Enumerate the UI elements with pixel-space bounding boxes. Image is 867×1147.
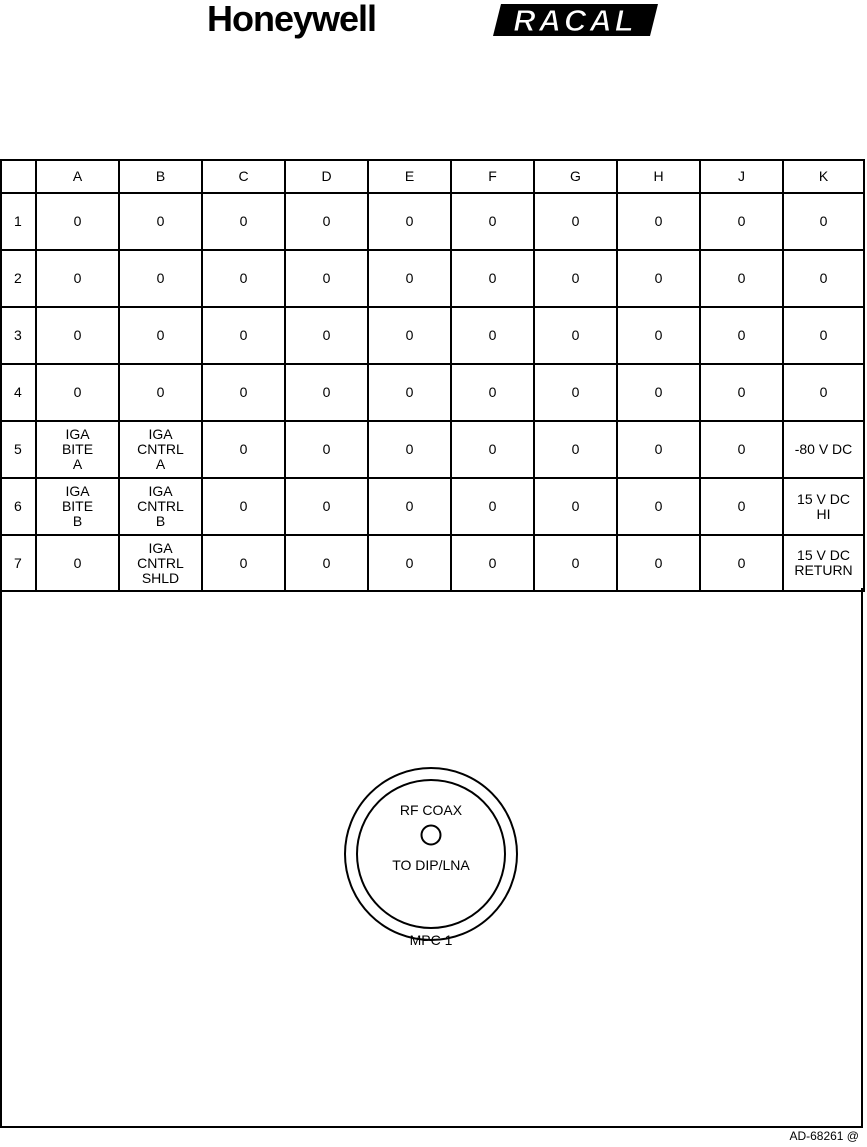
pin-cell: 0: [700, 193, 783, 250]
pin-cell: 0: [36, 535, 119, 591]
pin-cell: 0: [202, 307, 285, 364]
column-header: E: [368, 160, 451, 193]
pin-cell: 0: [119, 307, 202, 364]
pin-cell: IGA CNTRL A: [119, 421, 202, 478]
pin-cell: 0: [119, 193, 202, 250]
column-header: F: [451, 160, 534, 193]
racal-logo: [493, 2, 658, 38]
pin-cell: 0: [202, 193, 285, 250]
figure-id: AD-68261 @: [789, 1129, 859, 1143]
row-header: 7: [1, 535, 36, 591]
table-row: [1, 535, 864, 591]
table-row: [1, 478, 864, 535]
to-dip-lna-label: TO DIP/LNA: [392, 857, 470, 873]
pin-cell: 0: [534, 193, 617, 250]
row-header: 3: [1, 307, 36, 364]
pin-cell: 0: [617, 478, 700, 535]
pin-cell: 0: [285, 535, 368, 591]
pin-cell: 0: [202, 478, 285, 535]
column-header: J: [700, 160, 783, 193]
pin-cell: 0: [202, 535, 285, 591]
pin-cell: 0: [783, 307, 864, 364]
pin-cell: 0: [285, 421, 368, 478]
coax-connector-icon: [343, 766, 519, 942]
row-header: 4: [1, 364, 36, 421]
pin-cell: 0: [534, 535, 617, 591]
pin-cell: 0: [617, 193, 700, 250]
pin-cell: 0: [617, 307, 700, 364]
coax-pin: [422, 826, 441, 845]
row-header: 5: [1, 421, 36, 478]
pin-cell: 0: [451, 250, 534, 307]
pin-cell: IGA CNTRL B: [119, 478, 202, 535]
pin-cell: 0: [119, 364, 202, 421]
pin-assignment-table: [0, 159, 865, 592]
pin-cell: 0: [700, 478, 783, 535]
connector-name: MPC 1: [409, 932, 453, 948]
row-header: 6: [1, 478, 36, 535]
pin-cell: 0: [368, 364, 451, 421]
pin-cell: 0: [451, 535, 534, 591]
table-row: [1, 421, 864, 478]
pin-cell: 0: [368, 307, 451, 364]
column-header-row: [1, 160, 864, 193]
pin-cell: 0: [285, 478, 368, 535]
pin-cell: 0: [534, 364, 617, 421]
table-row: [1, 250, 864, 307]
pin-cell: 15 V DC RETURN: [783, 535, 864, 591]
pin-cell: 0: [534, 478, 617, 535]
pin-cell: 0: [534, 421, 617, 478]
pin-cell: 0: [36, 250, 119, 307]
pin-cell: 0: [783, 250, 864, 307]
column-header: H: [617, 160, 700, 193]
pin-cell: 0: [617, 535, 700, 591]
pin-cell: 0: [368, 250, 451, 307]
pin-cell: 0: [285, 250, 368, 307]
pin-cell: 0: [368, 478, 451, 535]
pin-cell: 0: [368, 535, 451, 591]
pin-cell: 0: [700, 250, 783, 307]
pin-cell: 0: [700, 421, 783, 478]
pin-cell: 0: [36, 193, 119, 250]
pin-cell: 0: [617, 421, 700, 478]
connector-outer-ring: [345, 768, 517, 940]
pin-cell: 0: [119, 250, 202, 307]
table-row: [1, 364, 864, 421]
pin-cell: 0: [36, 307, 119, 364]
pin-cell: 0: [451, 193, 534, 250]
row-header: 1: [1, 193, 36, 250]
pin-cell: 0: [285, 364, 368, 421]
pin-cell: 0: [285, 193, 368, 250]
honeywell-logo: Honeywell: [207, 0, 377, 39]
column-header: K: [783, 160, 864, 193]
row-header: 2: [1, 250, 36, 307]
column-header: A: [36, 160, 119, 193]
pin-cell: 0: [700, 535, 783, 591]
pin-cell: -80 V DC: [783, 421, 864, 478]
pin-cell: 0: [451, 307, 534, 364]
pin-cell: IGA BITE B: [36, 478, 119, 535]
racal-logo-text: RACAL: [513, 3, 637, 38]
pin-cell: IGA CNTRL SHLD: [119, 535, 202, 591]
pin-cell: 0: [783, 193, 864, 250]
table-row: [1, 307, 864, 364]
pin-cell: 0: [451, 478, 534, 535]
pin-cell: 0: [700, 364, 783, 421]
pin-cell: IGA BITE A: [36, 421, 119, 478]
pin-cell: 0: [202, 364, 285, 421]
pin-cell: 0: [451, 421, 534, 478]
pin-cell: 0: [202, 250, 285, 307]
pin-cell: 0: [700, 307, 783, 364]
pin-cell: 0: [534, 307, 617, 364]
pin-cell: 0: [617, 364, 700, 421]
pin-cell: 0: [202, 421, 285, 478]
table-row: [1, 193, 864, 250]
pin-cell: 0: [368, 421, 451, 478]
rf-coax-label: RF COAX: [399, 802, 463, 818]
pin-cell: 0: [368, 193, 451, 250]
corner-cell: [1, 160, 36, 193]
pin-cell: 0: [36, 364, 119, 421]
column-header: D: [285, 160, 368, 193]
column-header: G: [534, 160, 617, 193]
pin-cell: 0: [617, 250, 700, 307]
pin-cell: 0: [783, 364, 864, 421]
pin-cell: 0: [285, 307, 368, 364]
pin-cell: 0: [534, 250, 617, 307]
column-header: B: [119, 160, 202, 193]
pin-cell: 0: [451, 364, 534, 421]
column-header: C: [202, 160, 285, 193]
pin-cell: 15 V DC HI: [783, 478, 864, 535]
